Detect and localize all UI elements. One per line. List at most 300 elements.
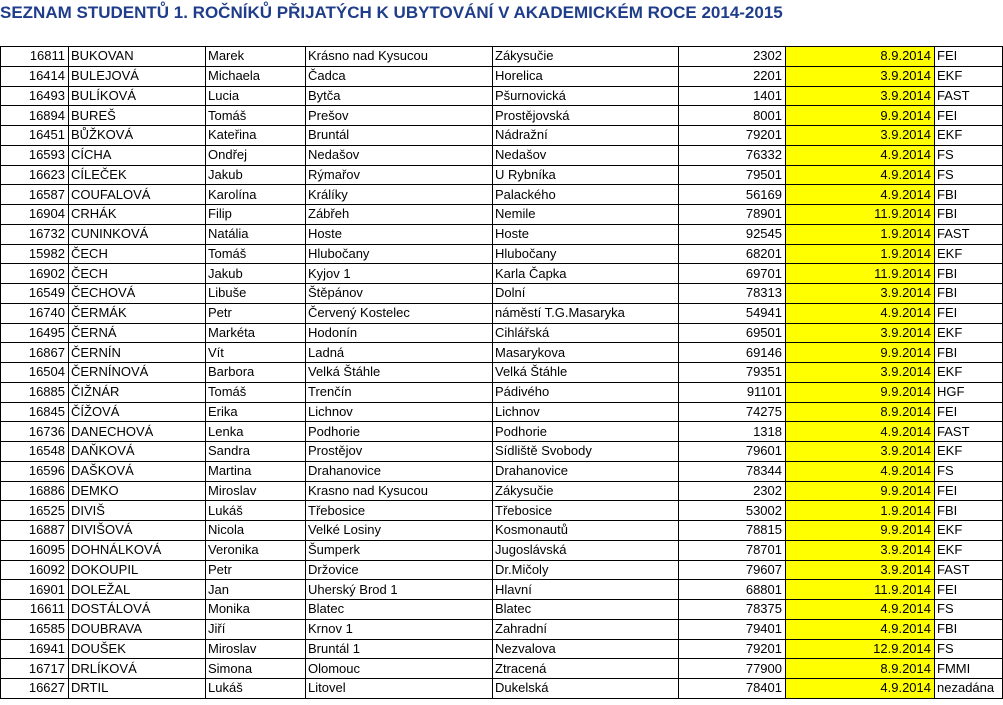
student-id-cell: 16525 xyxy=(1,501,69,521)
surname-cell: ČERNÁ xyxy=(69,323,206,343)
table-row xyxy=(1,244,1003,264)
faculty-cell: FS xyxy=(935,145,1003,165)
date-cell: 4.9.2014 xyxy=(786,679,935,699)
postal-code-cell: 69701 xyxy=(679,264,786,284)
date-cell: 4.9.2014 xyxy=(786,165,935,185)
table-row xyxy=(1,323,1003,343)
date-cell: 11.9.2014 xyxy=(786,205,935,225)
faculty-cell: EKF xyxy=(935,442,1003,462)
first-name-cell: Tomáš xyxy=(206,382,306,402)
table-row xyxy=(1,521,1003,541)
city-cell: Kyjov 1 xyxy=(306,264,493,284)
city-cell: Hodonín xyxy=(306,323,493,343)
surname-cell: DANECHOVÁ xyxy=(69,422,206,442)
table-row xyxy=(1,580,1003,600)
surname-cell: BUKOVAN xyxy=(69,47,206,67)
street-cell: Nezvalova xyxy=(493,639,679,659)
street-cell: Jugoslávská xyxy=(493,540,679,560)
city-cell: Třebosice xyxy=(306,501,493,521)
date-cell: 4.9.2014 xyxy=(786,303,935,323)
date-cell: 9.9.2014 xyxy=(786,382,935,402)
postal-code-cell: 69146 xyxy=(679,343,786,363)
street-cell: Cihlářská xyxy=(493,323,679,343)
first-name-cell: Vít xyxy=(206,343,306,363)
city-cell: Králíky xyxy=(306,185,493,205)
street-cell: Zákysučie xyxy=(493,481,679,501)
first-name-cell: Jakub xyxy=(206,264,306,284)
student-id-cell: 16587 xyxy=(1,185,69,205)
date-cell: 3.9.2014 xyxy=(786,284,935,304)
student-id-cell: 16451 xyxy=(1,126,69,146)
date-cell: 9.9.2014 xyxy=(786,106,935,126)
surname-cell: DOLEŽAL xyxy=(69,580,206,600)
surname-cell: DOHNÁLKOVÁ xyxy=(69,540,206,560)
postal-code-cell: 1401 xyxy=(679,86,786,106)
faculty-cell: FBI xyxy=(935,205,1003,225)
faculty-cell: FAST xyxy=(935,422,1003,442)
student-id-cell: 16493 xyxy=(1,86,69,106)
city-cell: Nedašov xyxy=(306,145,493,165)
city-cell: Trenčín xyxy=(306,382,493,402)
surname-cell: CÍLEČEK xyxy=(69,165,206,185)
city-cell: Velké Losiny xyxy=(306,521,493,541)
city-cell: Podhorie xyxy=(306,422,493,442)
street-cell: Drahanovice xyxy=(493,461,679,481)
first-name-cell: Kateřina xyxy=(206,126,306,146)
faculty-cell: EKF xyxy=(935,521,1003,541)
date-cell: 4.9.2014 xyxy=(786,619,935,639)
faculty-cell: EKF xyxy=(935,126,1003,146)
student-id-cell: 16623 xyxy=(1,165,69,185)
first-name-cell: Jiří xyxy=(206,619,306,639)
city-cell: Hoste xyxy=(306,224,493,244)
street-cell: Třebosice xyxy=(493,501,679,521)
table-row xyxy=(1,382,1003,402)
student-id-cell: 16095 xyxy=(1,540,69,560)
postal-code-cell: 79401 xyxy=(679,619,786,639)
table-row xyxy=(1,343,1003,363)
postal-code-cell: 76332 xyxy=(679,145,786,165)
student-id-cell: 16495 xyxy=(1,323,69,343)
student-id-cell: 16504 xyxy=(1,363,69,383)
faculty-cell: FEI xyxy=(935,481,1003,501)
surname-cell: CRHÁK xyxy=(69,205,206,225)
date-cell: 9.9.2014 xyxy=(786,343,935,363)
date-cell: 8.9.2014 xyxy=(786,659,935,679)
postal-code-cell: 2201 xyxy=(679,66,786,86)
table-row xyxy=(1,165,1003,185)
first-name-cell: Miroslav xyxy=(206,481,306,501)
city-cell: Drahanovice xyxy=(306,461,493,481)
faculty-cell: EKF xyxy=(935,244,1003,264)
faculty-cell: FBI xyxy=(935,501,1003,521)
postal-code-cell: 79601 xyxy=(679,442,786,462)
postal-code-cell: 69501 xyxy=(679,323,786,343)
street-cell: Sídliště Svobody xyxy=(493,442,679,462)
surname-cell: ČERMÁK xyxy=(69,303,206,323)
student-id-cell: 16887 xyxy=(1,521,69,541)
first-name-cell: Tomáš xyxy=(206,106,306,126)
city-cell: Krasno nad Kysucou xyxy=(306,481,493,501)
faculty-cell: FS xyxy=(935,461,1003,481)
surname-cell: BULÍKOVÁ xyxy=(69,86,206,106)
first-name-cell: Simona xyxy=(206,659,306,679)
faculty-cell: FBI xyxy=(935,343,1003,363)
city-cell: Velká Štáhle xyxy=(306,363,493,383)
student-id-cell: 16867 xyxy=(1,343,69,363)
surname-cell: COUFALOVÁ xyxy=(69,185,206,205)
postal-code-cell: 54941 xyxy=(679,303,786,323)
faculty-cell: EKF xyxy=(935,323,1003,343)
student-id-cell: 16548 xyxy=(1,442,69,462)
table-row xyxy=(1,659,1003,679)
city-cell: Zábřeh xyxy=(306,205,493,225)
date-cell: 9.9.2014 xyxy=(786,521,935,541)
date-cell: 3.9.2014 xyxy=(786,86,935,106)
city-cell: Štěpánov xyxy=(306,284,493,304)
first-name-cell: Erika xyxy=(206,402,306,422)
first-name-cell: Petr xyxy=(206,303,306,323)
student-id-cell: 16593 xyxy=(1,145,69,165)
student-id-cell: 16811 xyxy=(1,47,69,67)
faculty-cell: EKF xyxy=(935,66,1003,86)
table-row xyxy=(1,402,1003,422)
postal-code-cell: 77900 xyxy=(679,659,786,679)
street-cell: Hoste xyxy=(493,224,679,244)
table-row xyxy=(1,442,1003,462)
postal-code-cell: 53002 xyxy=(679,501,786,521)
street-cell: Zákysučie xyxy=(493,47,679,67)
surname-cell: DIVIŠ xyxy=(69,501,206,521)
surname-cell: ČÍŽOVÁ xyxy=(69,402,206,422)
faculty-cell: FEI xyxy=(935,47,1003,67)
street-cell: Horelica xyxy=(493,66,679,86)
city-cell: Hlubočany xyxy=(306,244,493,264)
street-cell: Dr.Mičoly xyxy=(493,560,679,580)
faculty-cell: EKF xyxy=(935,363,1003,383)
student-id-cell: 16894 xyxy=(1,106,69,126)
street-cell: Podhorie xyxy=(493,422,679,442)
surname-cell: DRTIL xyxy=(69,679,206,699)
student-id-cell: 16901 xyxy=(1,580,69,600)
date-cell: 3.9.2014 xyxy=(786,540,935,560)
city-cell: Šumperk xyxy=(306,540,493,560)
table-row xyxy=(1,205,1003,225)
city-cell: Litovel xyxy=(306,679,493,699)
student-id-cell: 16596 xyxy=(1,461,69,481)
surname-cell: DIVIŠOVÁ xyxy=(69,521,206,541)
city-cell: Ladná xyxy=(306,343,493,363)
date-cell: 8.9.2014 xyxy=(786,402,935,422)
student-id-cell: 15982 xyxy=(1,244,69,264)
city-cell: Bruntál 1 xyxy=(306,639,493,659)
date-cell: 4.9.2014 xyxy=(786,461,935,481)
table-row xyxy=(1,619,1003,639)
first-name-cell: Lucia xyxy=(206,86,306,106)
postal-code-cell: 56169 xyxy=(679,185,786,205)
city-cell: Lichnov xyxy=(306,402,493,422)
street-cell: Pšurnovická xyxy=(493,86,679,106)
page-title: SEZNAM STUDENTŮ 1. ROČNÍKŮ PŘIJATÝCH K UBYTOVÁNÍ V AKADEMICKÉM ROCE 2014-2015 xyxy=(0,3,783,22)
first-name-cell: Ondřej xyxy=(206,145,306,165)
student-id-cell: 16904 xyxy=(1,205,69,225)
date-cell: 4.9.2014 xyxy=(786,600,935,620)
postal-code-cell: 78901 xyxy=(679,205,786,225)
street-cell: Palackého xyxy=(493,185,679,205)
date-cell: 4.9.2014 xyxy=(786,422,935,442)
date-cell: 11.9.2014 xyxy=(786,580,935,600)
table-row xyxy=(1,363,1003,383)
surname-cell: ČIŽNÁR xyxy=(69,382,206,402)
street-cell: Nedašov xyxy=(493,145,679,165)
street-cell: Lichnov xyxy=(493,402,679,422)
faculty-cell: FS xyxy=(935,639,1003,659)
postal-code-cell: 79201 xyxy=(679,639,786,659)
student-id-cell: 16549 xyxy=(1,284,69,304)
street-cell: Nemile xyxy=(493,205,679,225)
student-id-cell: 16732 xyxy=(1,224,69,244)
surname-cell: DOKOUPIL xyxy=(69,560,206,580)
street-cell: Kosmonautů xyxy=(493,521,679,541)
date-cell: 4.9.2014 xyxy=(786,145,935,165)
postal-code-cell: 79501 xyxy=(679,165,786,185)
faculty-cell: EKF xyxy=(935,540,1003,560)
first-name-cell: Karolína xyxy=(206,185,306,205)
table-row xyxy=(1,86,1003,106)
student-id-cell: 16845 xyxy=(1,402,69,422)
student-id-cell: 16740 xyxy=(1,303,69,323)
surname-cell: DOUŠEK xyxy=(69,639,206,659)
city-cell: Uherský Brod 1 xyxy=(306,580,493,600)
student-id-cell: 16611 xyxy=(1,600,69,620)
first-name-cell: Filip xyxy=(206,205,306,225)
street-cell: Hlavní xyxy=(493,580,679,600)
street-cell: Ztracená xyxy=(493,659,679,679)
date-cell: 3.9.2014 xyxy=(786,560,935,580)
student-id-cell: 16885 xyxy=(1,382,69,402)
table-row xyxy=(1,126,1003,146)
surname-cell: DAŠKOVÁ xyxy=(69,461,206,481)
table-row xyxy=(1,481,1003,501)
street-cell: Nádražní xyxy=(493,126,679,146)
first-name-cell: Jan xyxy=(206,580,306,600)
students-table xyxy=(0,46,1003,699)
student-id-cell: 16736 xyxy=(1,422,69,442)
faculty-cell: FAST xyxy=(935,86,1003,106)
date-cell: 3.9.2014 xyxy=(786,442,935,462)
street-cell: Karla Čapka xyxy=(493,264,679,284)
postal-code-cell: 92545 xyxy=(679,224,786,244)
faculty-cell: FBI xyxy=(935,185,1003,205)
postal-code-cell: 78401 xyxy=(679,679,786,699)
first-name-cell: Miroslav xyxy=(206,639,306,659)
surname-cell: DRLÍKOVÁ xyxy=(69,659,206,679)
city-cell: Krásno nad Kysucou xyxy=(306,47,493,67)
student-id-cell: 16414 xyxy=(1,66,69,86)
city-cell: Bytča xyxy=(306,86,493,106)
postal-code-cell: 78815 xyxy=(679,521,786,541)
faculty-cell: FEI xyxy=(935,106,1003,126)
city-cell: Čadca xyxy=(306,66,493,86)
table-row xyxy=(1,303,1003,323)
faculty-cell: FMMI xyxy=(935,659,1003,679)
postal-code-cell: 2302 xyxy=(679,47,786,67)
table-row xyxy=(1,540,1003,560)
first-name-cell: Petr xyxy=(206,560,306,580)
table-row xyxy=(1,422,1003,442)
date-cell: 8.9.2014 xyxy=(786,47,935,67)
date-cell: 9.9.2014 xyxy=(786,481,935,501)
faculty-cell: FBI xyxy=(935,619,1003,639)
surname-cell: CUNINKOVÁ xyxy=(69,224,206,244)
faculty-cell: FEI xyxy=(935,402,1003,422)
city-cell: Držovice xyxy=(306,560,493,580)
first-name-cell: Sandra xyxy=(206,442,306,462)
faculty-cell: nezadána xyxy=(935,679,1003,699)
date-cell: 3.9.2014 xyxy=(786,363,935,383)
city-cell: Bruntál xyxy=(306,126,493,146)
street-cell: Masarykova xyxy=(493,343,679,363)
first-name-cell: Marek xyxy=(206,47,306,67)
student-id-cell: 16627 xyxy=(1,679,69,699)
faculty-cell: FEI xyxy=(935,303,1003,323)
student-id-cell: 16717 xyxy=(1,659,69,679)
surname-cell: ČERNÍNOVÁ xyxy=(69,363,206,383)
student-id-cell: 16886 xyxy=(1,481,69,501)
students-table-body xyxy=(1,47,1003,699)
student-id-cell: 16092 xyxy=(1,560,69,580)
street-cell: náměstí T.G.Masaryka xyxy=(493,303,679,323)
date-cell: 3.9.2014 xyxy=(786,126,935,146)
table-row xyxy=(1,224,1003,244)
city-cell: Prešov xyxy=(306,106,493,126)
street-cell: Pádivého xyxy=(493,382,679,402)
faculty-cell: HGF xyxy=(935,382,1003,402)
first-name-cell: Natália xyxy=(206,224,306,244)
postal-code-cell: 79607 xyxy=(679,560,786,580)
table-row xyxy=(1,264,1003,284)
student-id-cell: 16941 xyxy=(1,639,69,659)
first-name-cell: Lukáš xyxy=(206,679,306,699)
faculty-cell: FBI xyxy=(935,264,1003,284)
city-cell: Červený Kostelec xyxy=(306,303,493,323)
street-cell: Dukelská xyxy=(493,679,679,699)
surname-cell: DOSTÁLOVÁ xyxy=(69,600,206,620)
first-name-cell: Markéta xyxy=(206,323,306,343)
postal-code-cell: 74275 xyxy=(679,402,786,422)
postal-code-cell: 78313 xyxy=(679,284,786,304)
faculty-cell: FS xyxy=(935,165,1003,185)
surname-cell: BULEJOVÁ xyxy=(69,66,206,86)
student-id-cell: 16902 xyxy=(1,264,69,284)
date-cell: 1.9.2014 xyxy=(786,501,935,521)
surname-cell: BUREŠ xyxy=(69,106,206,126)
faculty-cell: FAST xyxy=(935,224,1003,244)
street-cell: Velká Štáhle xyxy=(493,363,679,383)
table-row xyxy=(1,145,1003,165)
city-cell: Prostějov xyxy=(306,442,493,462)
table-row xyxy=(1,501,1003,521)
first-name-cell: Martina xyxy=(206,461,306,481)
date-cell: 3.9.2014 xyxy=(786,323,935,343)
surname-cell: DOUBRAVA xyxy=(69,619,206,639)
surname-cell: DAŇKOVÁ xyxy=(69,442,206,462)
table-row xyxy=(1,284,1003,304)
table-row xyxy=(1,461,1003,481)
first-name-cell: Lenka xyxy=(206,422,306,442)
faculty-cell: FBI xyxy=(935,284,1003,304)
surname-cell: CÍCHA xyxy=(69,145,206,165)
street-cell: U Rybníka xyxy=(493,165,679,185)
postal-code-cell: 68201 xyxy=(679,244,786,264)
postal-code-cell: 2302 xyxy=(679,481,786,501)
date-cell: 1.9.2014 xyxy=(786,244,935,264)
surname-cell: ČECH xyxy=(69,244,206,264)
first-name-cell: Tomáš xyxy=(206,244,306,264)
table-row xyxy=(1,106,1003,126)
date-cell: 4.9.2014 xyxy=(786,185,935,205)
surname-cell: BŮŽKOVÁ xyxy=(69,126,206,146)
first-name-cell: Lukáš xyxy=(206,501,306,521)
table-row xyxy=(1,66,1003,86)
first-name-cell: Veronika xyxy=(206,540,306,560)
postal-code-cell: 78701 xyxy=(679,540,786,560)
postal-code-cell: 78375 xyxy=(679,600,786,620)
street-cell: Prostějovská xyxy=(493,106,679,126)
street-cell: Blatec xyxy=(493,600,679,620)
postal-code-cell: 79201 xyxy=(679,126,786,146)
table-row xyxy=(1,600,1003,620)
city-cell: Krnov 1 xyxy=(306,619,493,639)
postal-code-cell: 91101 xyxy=(679,382,786,402)
faculty-cell: FAST xyxy=(935,560,1003,580)
postal-code-cell: 1318 xyxy=(679,422,786,442)
first-name-cell: Libuše xyxy=(206,284,306,304)
table-row xyxy=(1,47,1003,67)
surname-cell: DEMKO xyxy=(69,481,206,501)
first-name-cell: Nicola xyxy=(206,521,306,541)
first-name-cell: Jakub xyxy=(206,165,306,185)
city-cell: Blatec xyxy=(306,600,493,620)
table-row xyxy=(1,185,1003,205)
street-cell: Zahradní xyxy=(493,619,679,639)
postal-code-cell: 78344 xyxy=(679,461,786,481)
first-name-cell: Monika xyxy=(206,600,306,620)
table-row xyxy=(1,639,1003,659)
faculty-cell: FEI xyxy=(935,580,1003,600)
table-row xyxy=(1,679,1003,699)
city-cell: Rýmařov xyxy=(306,165,493,185)
city-cell: Olomouc xyxy=(306,659,493,679)
first-name-cell: Michaela xyxy=(206,66,306,86)
street-cell: Dolní xyxy=(493,284,679,304)
date-cell: 1.9.2014 xyxy=(786,224,935,244)
surname-cell: ČECHOVÁ xyxy=(69,284,206,304)
table-row xyxy=(1,560,1003,580)
street-cell: Hlubočany xyxy=(493,244,679,264)
date-cell: 3.9.2014 xyxy=(786,66,935,86)
student-id-cell: 16585 xyxy=(1,619,69,639)
postal-code-cell: 79351 xyxy=(679,363,786,383)
postal-code-cell: 68801 xyxy=(679,580,786,600)
first-name-cell: Barbora xyxy=(206,363,306,383)
surname-cell: ČERNÍN xyxy=(69,343,206,363)
date-cell: 11.9.2014 xyxy=(786,264,935,284)
surname-cell: ČECH xyxy=(69,264,206,284)
postal-code-cell: 8001 xyxy=(679,106,786,126)
date-cell: 12.9.2014 xyxy=(786,639,935,659)
faculty-cell: FS xyxy=(935,600,1003,620)
